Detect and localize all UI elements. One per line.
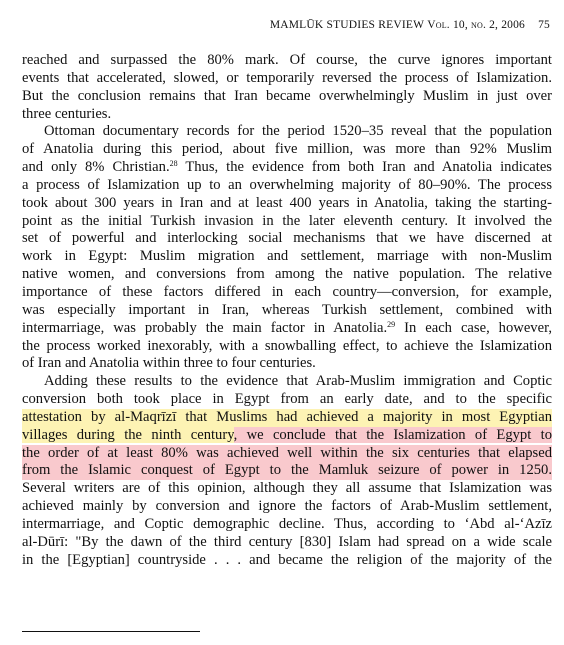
highlight-yellow: villages during the ninth century [22, 426, 234, 443]
text-segment: intermarriage, was probably the main factor in Anatolia. [22, 319, 388, 336]
highlight-red: , we conclude that the Islamization of Egypt to [233, 426, 552, 443]
text-line: three centuries. [22, 105, 112, 122]
text-line: conversion both took place in Egypt from an early date, and to the specific [22, 391, 552, 408]
text-segment: and only 8% Christian. [22, 159, 170, 176]
footnote-ref-29[interactable]: 29 [387, 319, 396, 329]
text-line: achieved mainly by conversion and ignore the factors of Arab-Muslim settlement, [22, 498, 552, 515]
text-line [22, 320, 552, 338]
text-line: Ottoman documentary records for the period 1520–35 reveal that the population [44, 123, 552, 140]
text-line: point as the initial Turkish invasion in the later eleventh century. It involved the [22, 212, 552, 229]
volume-info: Vol. 10, no. 2, 2006 [427, 19, 526, 31]
text-line: importance of these factors differed in each country—conversion, for example, [22, 283, 552, 300]
text-line: work in Egypt: Muslim migration and settlement, marriage with non-Muslim [22, 248, 552, 265]
text-line: events that accelerated, slowed, or temporarily reversed the process of Islamization. [22, 69, 552, 86]
text-line: a process of Islamization up to an overwhelming majority of 80–90%. The process [22, 176, 552, 193]
text-segment: Thus, the evidence from both Iran and Anatolia indicates [177, 159, 552, 176]
text-line: intermarriage, and Coptic demographic decline. Thus, according to ‘Abd al-‘Azīz [22, 515, 552, 532]
body-text [22, 52, 552, 569]
text-line [22, 427, 552, 445]
running-header [270, 19, 550, 31]
text-line [22, 159, 552, 177]
text-line: the process worked inexorably, with a snowballing effect, to achieve the Islamization [22, 337, 552, 354]
footnote-ref-28[interactable]: 28 [169, 159, 178, 169]
highlighted-line-red: the order of at least 80% was achieved well within the six centuries that elapsed [22, 444, 552, 461]
text-line: of Anatolia during this period, about five million, was more than 92% Muslim [22, 141, 552, 158]
text-line: was especially important in Iran, whereas Turkish settlement, combined with [22, 301, 552, 318]
text-line: in the [Egyptian] countryside . . . and became the religion of the majority of the [22, 551, 552, 568]
text-line: took about 300 years in Iran and at least 400 years in Anatolia, taking the starting- [22, 194, 552, 211]
text-line: reached and surpassed the 80% mark. Of course, the curve ignores important [22, 52, 552, 68]
text-line: native women, and conversions from among the native population. The relative [22, 266, 552, 283]
text-line: al-Dūrī: "By the dawn of the third century [830] Islam had spread on a wide scale [22, 533, 552, 550]
text-segment: In each case, however, [395, 319, 552, 336]
text-line: But the conclusion remains that Iran became overwhelmingly Muslim in just over [22, 87, 552, 104]
page-number: 75 [538, 19, 550, 31]
text-line: Adding these results to the evidence that Arab-Muslim immigration and Coptic [44, 373, 552, 390]
text-line: of Iran and Anatolia within three to four centuries. [22, 355, 316, 372]
paragraph-3 [22, 373, 552, 569]
footnote-divider [22, 631, 200, 632]
paragraph-1 [22, 52, 552, 123]
highlighted-line-yellow: attestation by al-Maqrīzī that Muslims had achieved a majority in most Egyptian [22, 408, 552, 425]
journal-title: MAMLŪK STUDIES REVIEW [269, 19, 425, 31]
text-line: set of powerful and interlocking social mechanisms that we have discerned at [22, 230, 552, 247]
text-line: Several writers are of this opinion, although they all assume that Islamization was [22, 480, 552, 497]
paragraph-2 [22, 123, 552, 373]
highlighted-line-red: from the Islamic conquest of Egypt to the Mamluk seizure of power in 1250. [22, 462, 552, 479]
